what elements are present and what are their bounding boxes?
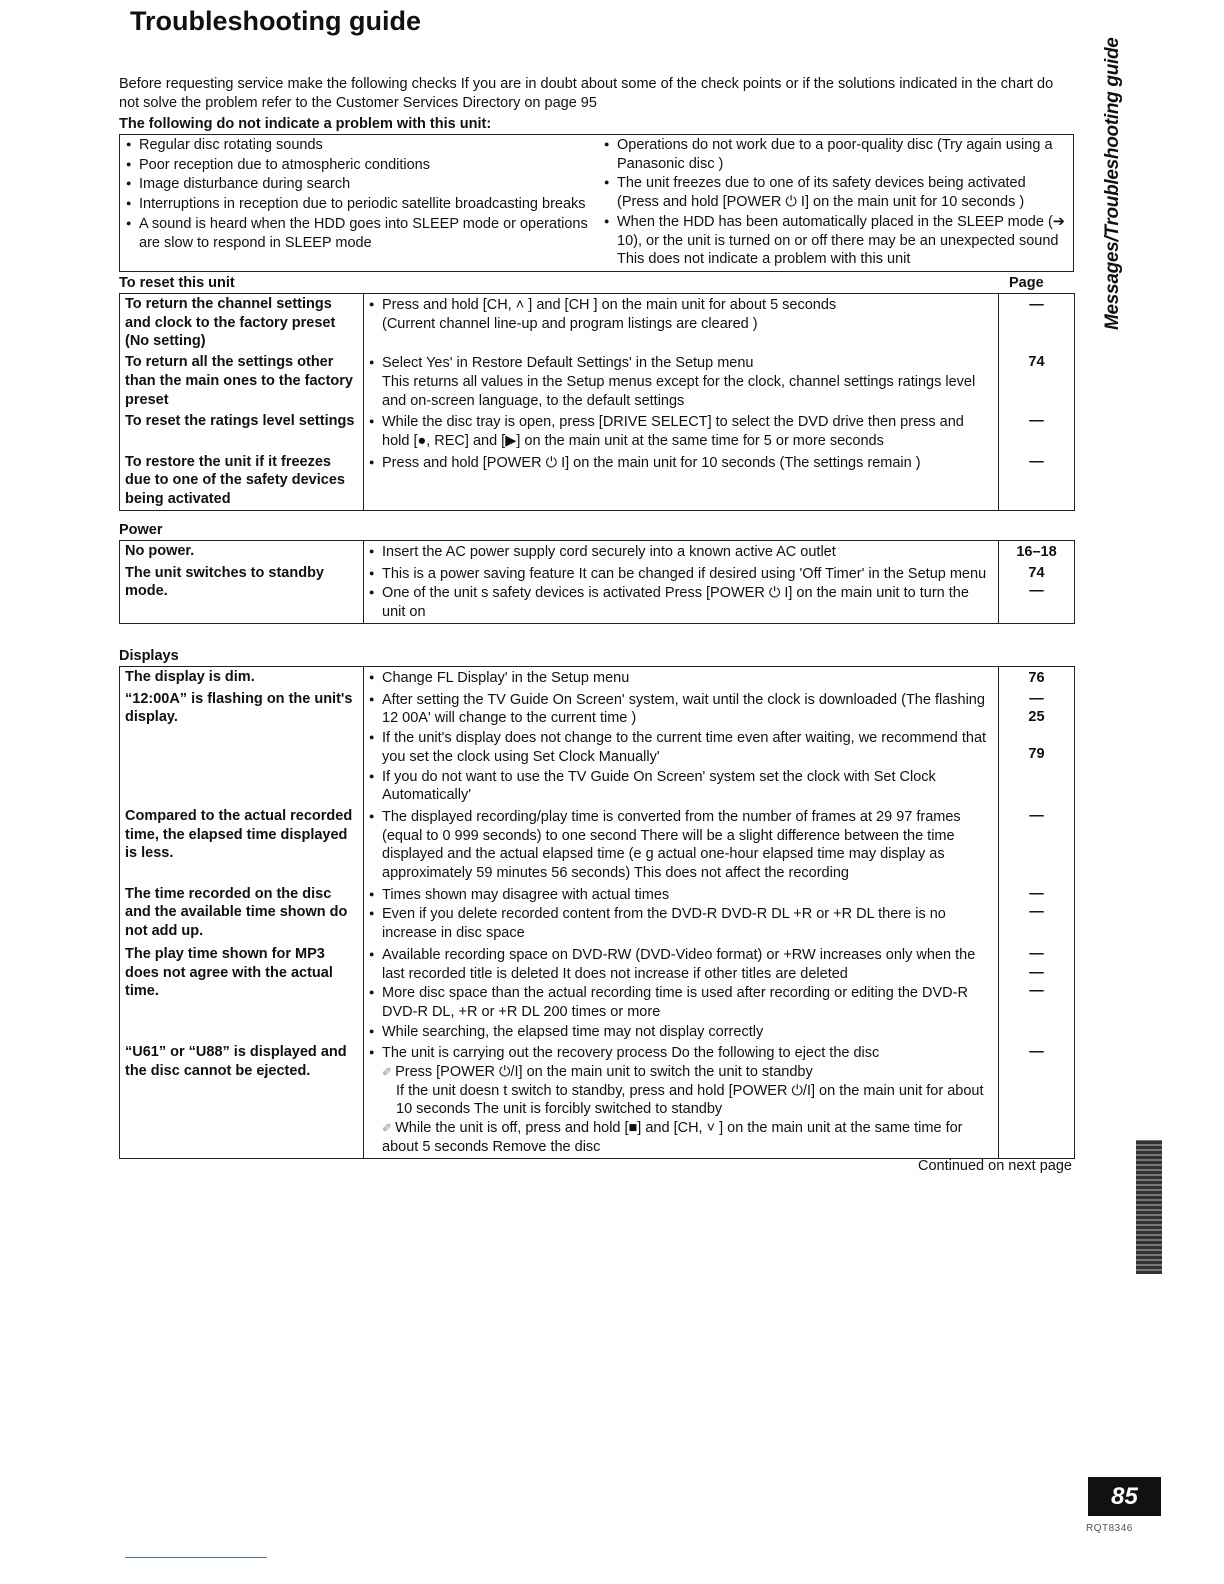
table-row [120,452,1075,511]
problem-cell: To return all the settings other than the main ones to the factory preset [120,352,364,411]
solution-cell [364,294,999,353]
solution-item: ● If you do not want to use the TV Guide On Screen' system set the clock with Set Clock Automatically' [369,767,993,805]
page-ref: — [1029,690,1044,707]
document-code: RQT8346 [1086,1523,1133,1534]
non-problem-box [119,134,1074,272]
solution-cell [364,944,999,1043]
page-ref: — [1029,583,1044,600]
page-ref-cell [999,352,1075,411]
non-problem-item: ● The unit freezes due to one of its safety devices being activated (Press and hold [POWER ⏻ I] on the main unit for 10 seconds ) [604,173,1069,211]
problem-cell: To reset the ratings level settings [120,411,364,451]
solution-cell [364,452,999,511]
page-ref: — [1029,1044,1044,1061]
solution-item: ● Available recording space on DVD-RW (DVD-Video format) or +RW increases only when the last recorded title is deleted It does not increase if other titles are deleted [369,945,993,983]
solution-item: ● Press and hold [POWER ⏻ I] on the main unit for 10 seconds (The settings remain ) [369,453,993,473]
page-ref-cell [999,806,1075,884]
non-problem-right-column [604,135,1069,269]
solution-cell [364,352,999,411]
non-problem-item: ● Regular disc rotating sounds [126,135,596,155]
reset-section-heading: To reset this unit [119,275,235,291]
solution-step [369,1119,993,1156]
table-row [120,884,1075,944]
solution-item: ● Insert the AC power supply cord securely into a known active AC outlet [369,542,993,562]
solution-note: (Current channel line-up and program listings are cleared ) [382,315,758,332]
table-row [120,1042,1075,1158]
page-ref: — [1029,453,1044,470]
page-ref: — [1029,296,1044,313]
page-column-heading: Page [1009,275,1044,291]
page-ref-cell [999,541,1075,563]
non-problem-item: ● Poor reception due to atmospheric conditions [126,155,596,175]
page-ref-cell [999,1042,1075,1158]
table-row [120,294,1075,353]
footer-line [125,1557,267,1558]
side-tab-label: Messages/Troubleshooting guide [1102,37,1123,330]
non-problem-item: ● Interruptions in reception due to periodic satellite broadcasting breaks [126,194,596,214]
page-ref: — [1029,807,1044,824]
solution-cell [364,884,999,944]
page-ref-cell [999,294,1075,353]
page-ref-cell [999,884,1075,944]
solution-step [369,1063,993,1082]
solution-cell [364,806,999,884]
page-ref: 76 [1028,669,1045,686]
page-ref: — [1029,413,1044,430]
solution-cell [364,667,999,689]
page-ref-cell [999,944,1075,1043]
solution-item: ● While the disc tray is open, press [DRIVE SELECT] to select the DVD drive then press and hold [●, REC] and [▶] on the main unit at the same time for 5 or more seconds [369,412,993,450]
solution-item: ● If the unit's display does not change to the current time even after waiting, we recommend that you set the clock using Set Clock Manually' [369,728,993,766]
non-problem-item: ● A sound is heard when the HDD goes into SLEEP mode or operations are slow to respond in SLEEP mode [126,214,596,252]
solution-item: ● After setting the TV Guide On Screen' system, wait until the clock is downloaded (The flashing 12 00A' will change to the current time ) [369,690,993,728]
page-ref-cell [999,689,1075,806]
solution-item: ● More disc space than the actual recording time is used after recording or editing the DVD-R DVD-R DL, +R or +R DL 200 times or more [369,983,993,1021]
problem-cell: “U61” or “U88” is displayed and the disc cannot be ejected. [120,1042,364,1158]
table-row [120,667,1075,689]
step-marker-icon: ✐ [382,1065,393,1080]
solution-cell [364,689,999,806]
problem-cell: The time recorded on the disc and the available time shown do not add up. [120,884,364,944]
page-ref: 74 [1028,354,1045,371]
non-problem-item: ● Image disturbance during search [126,174,596,194]
solution-item: ● Change FL Display' in the Setup menu [369,668,993,688]
solution-item: ● This is a power saving feature It can be changed if desired using 'Off Timer' in the Setup menu [369,564,993,584]
power-table [119,540,1075,624]
non-problem-item: ● When the HDD has been automatically placed in the SLEEP mode (➔ 10), or the unit is turned on or off there may be an unexpected sound This does not indicate a problem with this unit [604,212,1069,269]
power-section-heading: Power [119,522,163,538]
step-text: Press [POWER ⏻/I] on the main unit to switch the unit to standby [395,1064,813,1081]
displays-table [119,666,1075,1159]
non-problem-heading: The following do not indicate a problem with this unit: [119,116,492,132]
page-ref-cell [999,411,1075,451]
page-ref-cell [999,452,1075,511]
page-ref: 25 [1028,709,1045,726]
page-ref: 79 [1028,745,1045,762]
page-ref: — [1029,945,1044,962]
page-ref: — [1029,964,1044,981]
intro-paragraph: Before requesting service make the following checks If you are in doubt about some of the check points or if the solutions indicated in the chart do not solve the problem refer to the Customer Services Directory on page 95 [119,76,1054,111]
problem-cell: “12:00A” is flashing on the unit's display. [120,689,364,806]
table-row [120,541,1075,563]
problem-cell: Compared to the actual recorded time, the elapsed time displayed is less. [120,806,364,884]
page-ref-cell [999,563,1075,624]
solution-item: ● Times shown may disagree with actual times [369,885,993,905]
solution-note: This returns all values in the Setup menus except for the clock, channel settings ratings level and on-screen language, to the default settings [382,373,976,409]
step-marker-icon: ✐ [382,1121,393,1136]
problem-cell: The play time shown for MP3 does not agree with the actual time. [120,944,364,1043]
page-ref-cell [999,667,1075,689]
page-ref: 16–18 [1016,543,1057,560]
solution-item: ● The unit is carrying out the recovery process Do the following to eject the disc [369,1043,993,1063]
non-problem-item: ● Operations do not work due to a poor-quality disc (Try again using a Panasonic disc ) [604,135,1069,173]
table-row [120,411,1075,451]
reset-table [119,293,1075,511]
solution-item: ● One of the unit s safety devices is activated Press [POWER ⏻ I] on the main unit to turn the unit on [369,583,993,621]
table-row [120,806,1075,884]
solution-item: ● Press and hold [CH, ˄ ] and [CH ] on the main unit for about 5 seconds [369,295,993,315]
page-number: 85 [1088,1477,1161,1516]
non-problem-left-column [126,135,596,252]
page-ref: — [1029,983,1044,1000]
table-row [120,352,1075,411]
solution-cell [364,541,999,563]
problem-cell: No power. [120,541,364,563]
solution-item: ● While searching, the elapsed time may not display correctly [369,1022,993,1042]
solution-cell [364,563,999,624]
page-ref: — [1029,904,1044,921]
solution-item: ● Even if you delete recorded content from the DVD-R DVD-R DL +R or +R DL there is no increase in disc space [369,904,993,942]
problem-cell: The display is dim. [120,667,364,689]
table-row [120,563,1075,624]
continued-note: Continued on next page [918,1158,1072,1174]
problem-cell: To restore the unit if it freezes due to one of the safety devices being activated [120,452,364,511]
step-text: While the unit is off, press and hold [■] and [CH, ˅ ] on the main unit at the same time for about 5 seconds Remove the disc [382,1120,963,1155]
table-row [120,689,1075,806]
solution-cell [364,1042,999,1158]
problem-cell: The unit switches to standby mode. [120,563,364,624]
thumb-index-tab [1136,1140,1162,1274]
displays-section-heading: Displays [119,648,179,664]
table-row [120,944,1075,1043]
problem-cell: To return the channel settings and clock to the factory preset (No setting) [120,294,364,353]
page-title: Troubleshooting guide [130,6,421,36]
solution-item: ● The displayed recording/play time is converted from the number of frames at 29 97 frames (equal to 0 999 seconds) to one second There will be a slight difference between the time displayed and the actual elapsed time (e g actual one-hour elapsed time may display as approximately 59 minutes 56 seconds) This does not affect the recording [369,807,993,883]
step-note: If the unit doesn t switch to standby, press and hold [POWER ⏻/I] on the main unit for about 10 seconds The unit is forcibly switched to standby [396,1082,984,1118]
page-ref: 74 [1028,564,1045,581]
solution-item: ● Select Yes' in Restore Default Settings' in the Setup menu [369,353,993,373]
page-ref: — [1029,885,1044,902]
solution-cell [364,411,999,451]
